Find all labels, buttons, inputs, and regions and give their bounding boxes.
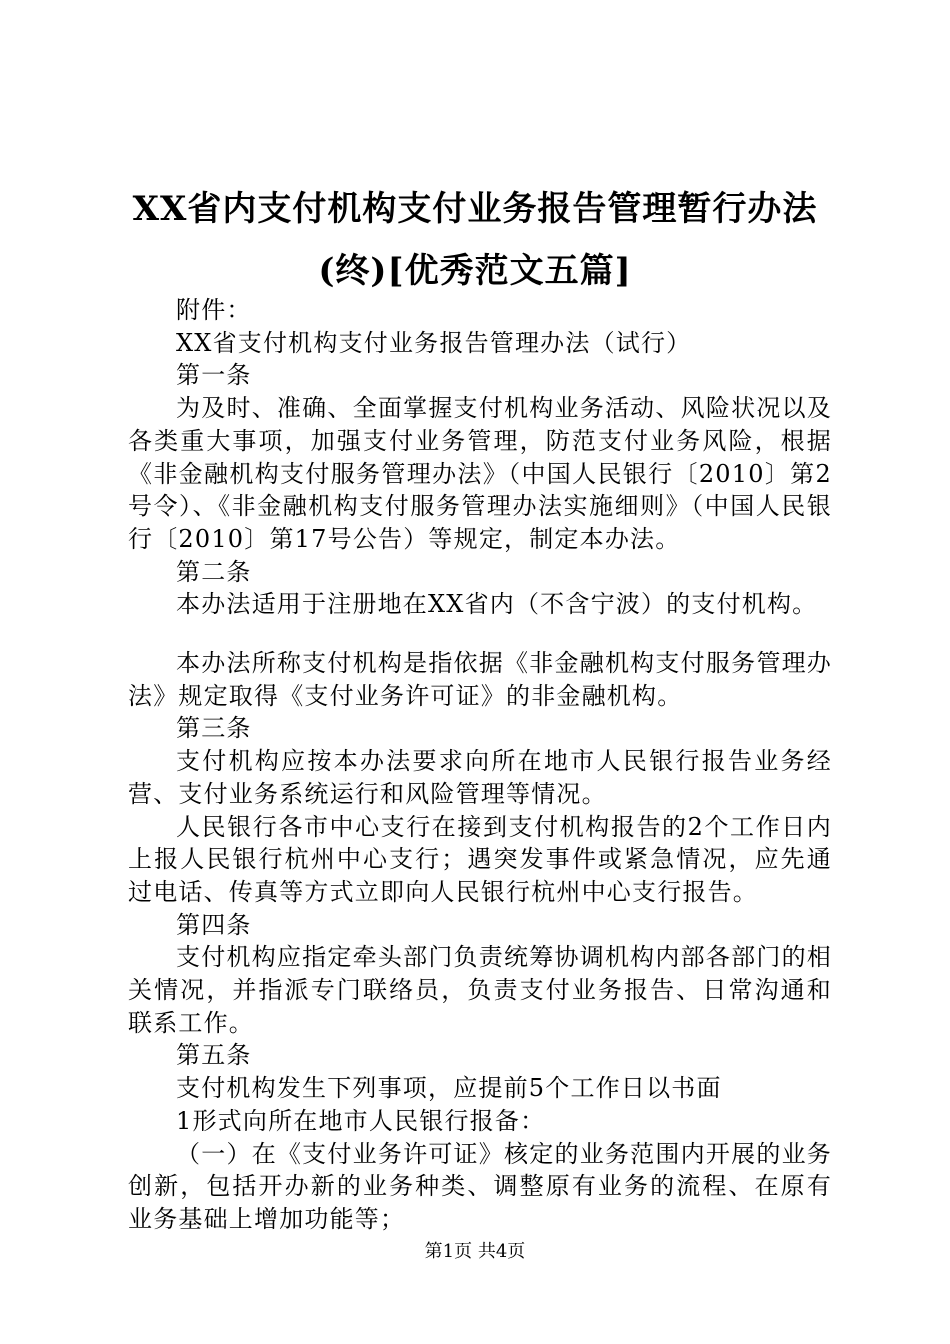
article-2-definition: 本办法所称支付机构是指依据《非金融机构支付服务管理办法》规定取得《支付业务许可证》的非金融机构。 xyxy=(128,649,832,710)
attachment-label: 附件： xyxy=(176,296,252,324)
article-5-item-1: （一）在《支付业务许可证》核定的业务范围内开展的业务创新，包括开办新的业务种类、调整原有业务的流程、在原有业务基础上增加功能等； xyxy=(128,1139,832,1233)
article-1-text: 为及时、准确、全面掌握支付机构业务活动、风险状况以及各类重大事项，加强支付业务管理，防范支付业务风险，根据《非金融机构支付服务管理办法》（中国人民银行〔2010〕第2号令）、《非金融机构支付服务管理办法实施细则》（中国人民银行〔2010〕第17号公告）等规定，制定本办法。 xyxy=(128,394,832,553)
article-4-heading: 第四条 xyxy=(176,910,252,939)
title-line-1: XX省内支付机构支付业务报告管理暂行办法 xyxy=(132,189,818,229)
article-5-text: 支付机构发生下列事项，应提前5个工作日以书面 xyxy=(176,1074,722,1103)
article-5-text-2: 1形式向所在地市人民银行报备： xyxy=(176,1106,546,1135)
article-5-heading: 第五条 xyxy=(176,1041,252,1070)
article-2-heading: 第二条 xyxy=(176,557,252,586)
article-1-heading: 第一条 xyxy=(176,361,252,390)
article-3-text-2: 人民银行各市中心支行在接到支付机构报告的2个工作日内上报人民银行杭州中心支行；遇突发事件或紧急情况，应先通过电话、传真等方式立即向人民银行杭州中心支行报告。 xyxy=(128,812,832,906)
regulation-name: XX省支付机构支付业务报告管理办法（试行） xyxy=(176,328,692,357)
page-footer: 第1页 共4页 xyxy=(424,1241,526,1262)
title-line-2: (终)[优秀范文五篇] xyxy=(318,251,632,291)
document-body xyxy=(128,294,832,1236)
article-3-text: 支付机构应按本办法要求向所在地市人民银行报告业务经营、支付业务系统运行和风险管理等情况。 xyxy=(128,747,832,808)
article-3-heading: 第三条 xyxy=(176,714,252,743)
article-4-text: 支付机构应指定牵头部门负责统筹协调机构内部各部门的相关情况，并指派专门联络员，负责支付业务报告、日常沟通和联系工作。 xyxy=(128,943,832,1037)
document-title xyxy=(110,178,840,302)
article-2-text: 本办法适用于注册地在XX省内（不含宁波）的支付机构。 xyxy=(176,590,818,619)
